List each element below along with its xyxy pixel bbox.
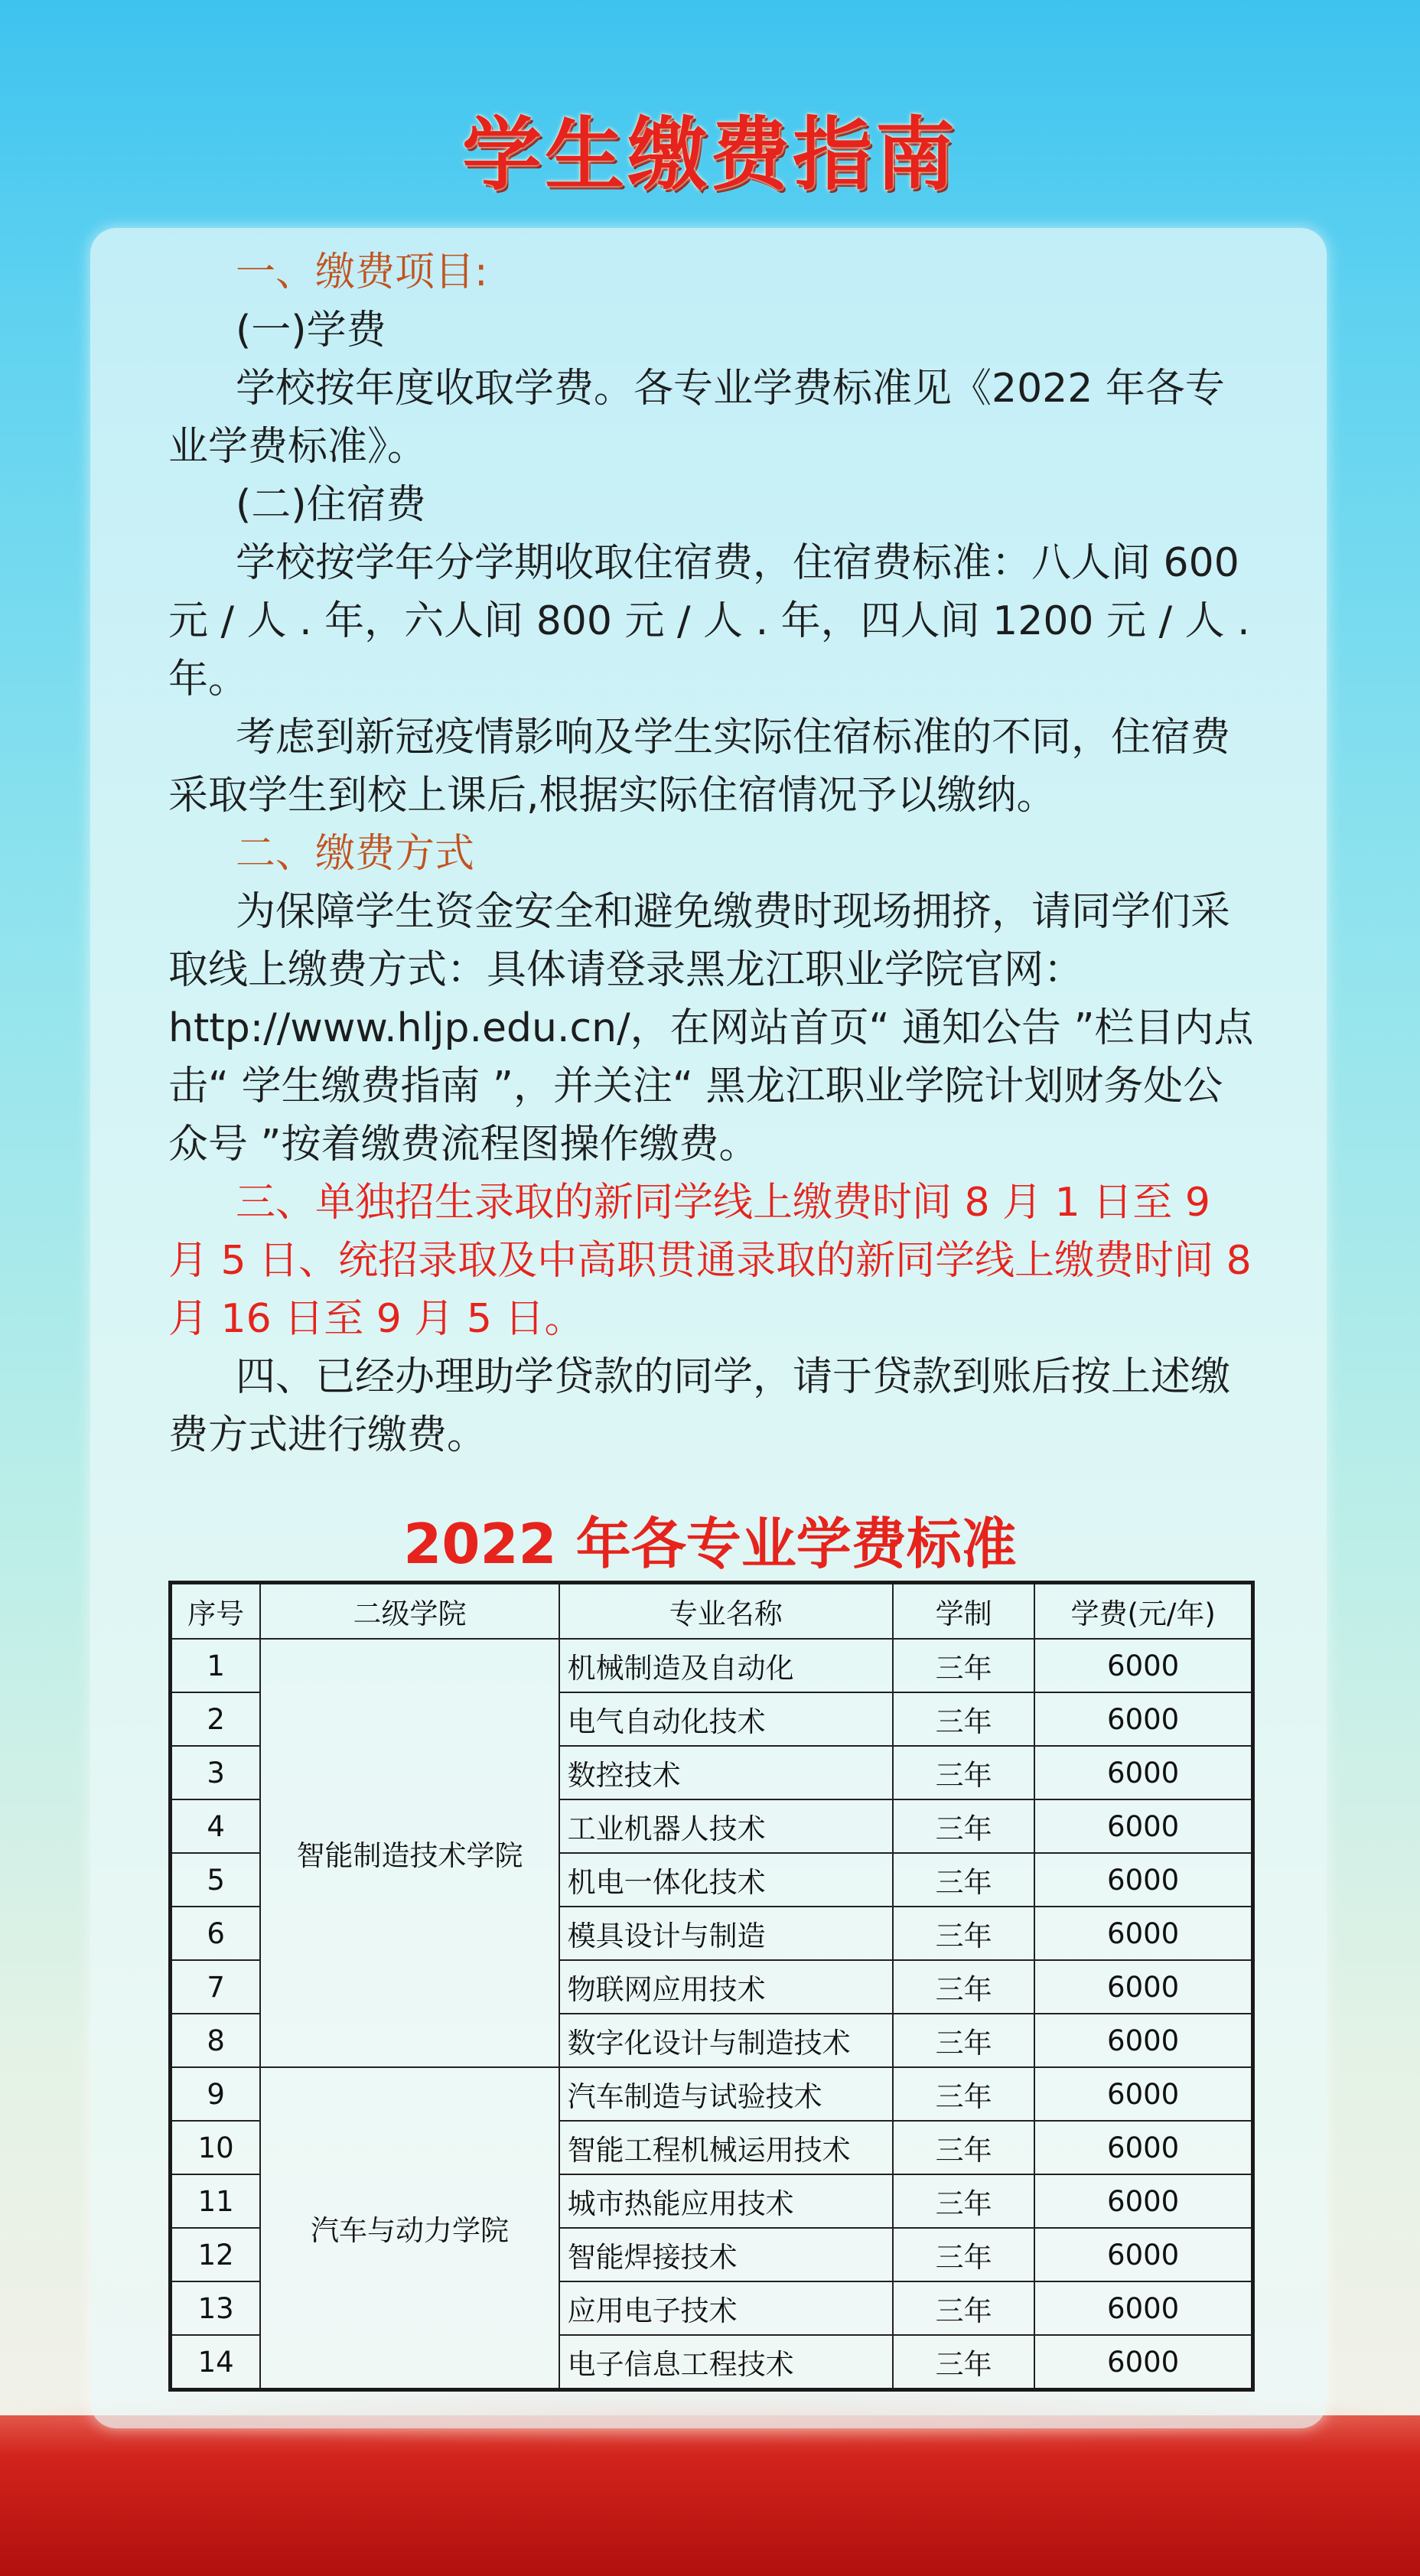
guide-paragraph: 四、已经办理助学贷款的同学，请于贷款到账后按上述缴费方式进行缴费。 — [168, 1354, 1231, 1458]
cell-years: 三年 — [893, 1907, 1034, 1960]
cell-no: 4 — [171, 1799, 261, 1853]
header-college: 二级学院 — [260, 1583, 559, 1640]
cell-no: 14 — [171, 2335, 261, 2390]
cell-major: 物联网应用技术 — [559, 1960, 893, 2014]
cell-fee: 6000 — [1034, 2121, 1252, 2174]
cell-no: 5 — [171, 1853, 261, 1907]
cell-years: 三年 — [893, 2228, 1034, 2281]
guide-paragraph: (一)学费 — [236, 308, 386, 353]
guide-paragraph: 为保障学生资金安全和避免缴费时现场拥挤，请同学们采取线上缴费方式：具体请登录黑龙江职业学院官网：http://www.hljp.edu.cn/，在网站首页“ 通知公告 ”栏目内点击“ 学生缴费指南 ”，并关注“ 黑龙江职业学院计划财务处公众号 ”按着缴费流程图操作缴费。 — [168, 889, 1254, 1168]
page-title: 学生缴费指南 — [461, 108, 958, 201]
header-major: 专业名称 — [559, 1583, 893, 1640]
cell-fee: 6000 — [1034, 2335, 1252, 2390]
cell-no: 6 — [171, 1907, 261, 1960]
cell-college: 汽车与动力学院 — [260, 2067, 559, 2390]
cell-years: 三年 — [893, 1746, 1034, 1799]
guide-paragraph: (二)住宿费 — [236, 482, 426, 528]
cell-fee: 6000 — [1034, 1907, 1252, 1960]
cell-major: 机械制造及自动化 — [559, 1639, 893, 1692]
guide-paragraph: 三、单独招生录取的新同学线上缴费时间 8 月 1 日至 9 月 5 日、统招录取及中高职贯通录取的新同学线上缴费时间 8 月 16 日至 9 月 5 日。 — [168, 1180, 1252, 1342]
cell-no: 3 — [171, 1746, 261, 1799]
cell-years: 三年 — [893, 2121, 1034, 2174]
cell-no: 11 — [171, 2174, 261, 2228]
cell-no: 1 — [171, 1639, 261, 1692]
guide-paragraph: 学校按年度收取学费。各专业学费标准见《2022 年各专业学费标准》。 — [168, 366, 1225, 470]
cell-major: 智能焊接技术 — [559, 2228, 893, 2281]
cell-fee: 6000 — [1034, 1799, 1252, 1853]
cell-years: 三年 — [893, 2014, 1034, 2067]
cell-major: 模具设计与制造 — [559, 1907, 893, 1960]
cell-years: 三年 — [893, 1853, 1034, 1907]
fee-table — [168, 1581, 1255, 2392]
cell-fee: 6000 — [1034, 1960, 1252, 2014]
cell-no: 8 — [171, 2014, 261, 2067]
guide-paragraph: 考虑到新冠疫情影响及学生实际住宿标准的不同，住宿费采取学生到校上课后,根据实际住宿情况予以缴纳。 — [168, 715, 1231, 819]
cell-no: 12 — [171, 2228, 261, 2281]
cell-major: 数控技术 — [559, 1746, 893, 1799]
cell-major: 电气自动化技术 — [559, 1692, 893, 1746]
cell-no: 2 — [171, 1692, 261, 1746]
cell-major: 应用电子技术 — [559, 2281, 893, 2335]
cell-fee: 6000 — [1034, 1746, 1252, 1799]
cell-no: 10 — [171, 2121, 261, 2174]
cell-major: 数字化设计与制造技术 — [559, 2014, 893, 2067]
cell-fee: 6000 — [1034, 2281, 1252, 2335]
table-header-row — [171, 1583, 1253, 1640]
cell-years: 三年 — [893, 2281, 1034, 2335]
cell-major: 电子信息工程技术 — [559, 2335, 893, 2390]
cell-years: 三年 — [893, 1692, 1034, 1746]
fee-table-body — [171, 1639, 1253, 2390]
cell-years: 三年 — [893, 2335, 1034, 2390]
bottom-red-band — [0, 2415, 1420, 2576]
cell-major: 汽车制造与试验技术 — [559, 2067, 893, 2121]
header-fee: 学费(元/年) — [1034, 1583, 1252, 1640]
cell-fee: 6000 — [1034, 2228, 1252, 2281]
cell-college: 智能制造技术学院 — [260, 1639, 559, 2067]
cell-fee: 6000 — [1034, 1692, 1252, 1746]
guide-paragraph: 一、缴费项目: — [236, 249, 488, 295]
table-title: 2022 年各专业学费标准 — [403, 1512, 1017, 1576]
cell-major: 机电一体化技术 — [559, 1853, 893, 1907]
cell-fee: 6000 — [1034, 2014, 1252, 2067]
cell-years: 三年 — [893, 1639, 1034, 1692]
table-row — [171, 1639, 1253, 1692]
header-years: 学制 — [893, 1583, 1034, 1640]
guide-paragraph: 二、缴费方式 — [236, 831, 475, 877]
cell-major: 城市热能应用技术 — [559, 2174, 893, 2228]
cell-years: 三年 — [893, 1960, 1034, 2014]
guide-text — [168, 243, 1255, 1464]
cell-years: 三年 — [893, 2067, 1034, 2121]
cell-fee: 6000 — [1034, 2067, 1252, 2121]
header-no: 序号 — [171, 1583, 261, 1640]
cell-no: 9 — [171, 2067, 261, 2121]
guide-paragraph: 学校按学年分学期收取住宿费，住宿费标准：八人间 600 元 / 人 . 年，六人间 800 元 / 人 . 年，四人间 1200 元 / 人 . 年。 — [168, 540, 1250, 702]
table-row — [171, 2067, 1253, 2121]
cell-no: 7 — [171, 1960, 261, 2014]
cell-fee: 6000 — [1034, 1639, 1252, 1692]
cell-no: 13 — [171, 2281, 261, 2335]
cell-major: 工业机器人技术 — [559, 1799, 893, 1853]
cell-years: 三年 — [893, 2174, 1034, 2228]
cell-major: 智能工程机械运用技术 — [559, 2121, 893, 2174]
cell-fee: 6000 — [1034, 1853, 1252, 1907]
cell-years: 三年 — [893, 1799, 1034, 1853]
cell-fee: 6000 — [1034, 2174, 1252, 2228]
